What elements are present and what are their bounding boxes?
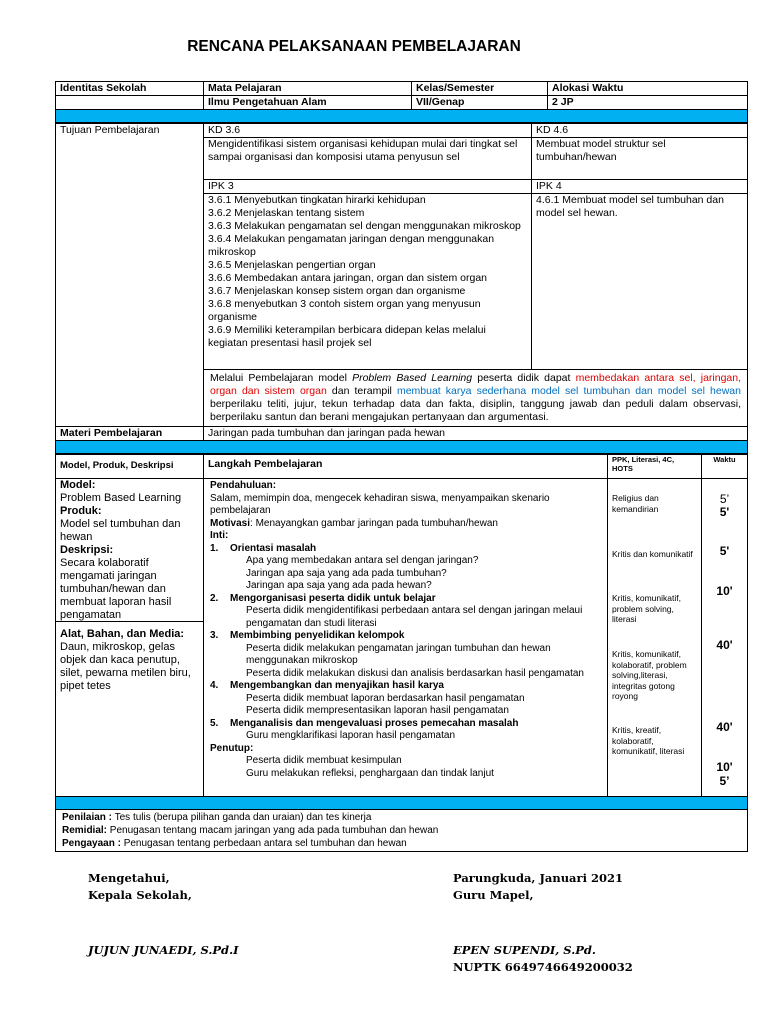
assessment-line: Penilaian : Tes tulis (berupa pilihan ganda dan uraian) dan tes kinerja [62,812,372,823]
principal-title: Kepala Sekolah, [88,888,192,902]
learning-objective-label: Tujuan Pembelajaran [56,124,204,427]
step-4: 4. Mengembangkan dan menyajikan hasil karya [210,680,444,691]
ipk-item: 3.6.7 Menjelaskan konsep sistem organ dan organisme [208,285,466,297]
kd46-text: Membuat model struktur sel tumbuhan/hewan [532,138,748,180]
class-semester-header: Kelas/Semester [412,82,548,96]
ppk-header: PPK, Literasi, 4C, HOTS [608,455,702,479]
ipk-item: 3.6.3 Melakukan pengamatan sel dengan menggunakan mikroskop [208,220,521,232]
identity-school-value [56,96,204,110]
ppk-cell [608,479,702,797]
list-item: Guru melakukan refleksi, penghargaan dan tindak lanjut [246,767,494,779]
steps-header-row [56,455,748,479]
ppk-item: Kritis, kreatif, kolaboratif, komunikatif, literasi [612,725,685,756]
ipk3-label: IPK 3 [204,180,532,194]
ipk-item: 3.6.8 menyebutkan 3 contoh sistem organ yang menyusun organisme [208,298,481,323]
signature-right [453,870,633,976]
teacher-title: Guru Mapel, [453,888,534,902]
identity-value-row [56,96,748,110]
kd36-label: KD 3.6 [204,124,532,138]
time-cell [702,479,748,797]
learning-steps-cell [204,479,608,797]
step-1: 1. Orientasi masalah [210,542,317,554]
core-heading: Inti: [210,530,229,541]
step-3: 3. Membimbing penyelidikan kelompok [210,630,405,641]
principal-name: JUJUN JUNAEDI, S.Pd.I [88,943,239,957]
time-value: 5’ [719,492,730,506]
list-item: Guru mengklarifikasi laporan hasil pengamatan [246,730,456,741]
remedial-line: Remidial: Penugasan tentang macam jaringan yang ada pada tumbuhan dan hewan [62,825,439,836]
motivation-text: : Menayangkan gambar jaringan pada tumbuhan/hewan [250,517,498,529]
subject-header: Mata Pelajaran [204,82,412,96]
page-title: RENCANA PELAKSANAAN PEMBELAJARAN [187,38,521,55]
tools-text: Daun, mikroskop, gelas objek dan kaca penutup, silet, pewarna metilen biru, pipet tetes [60,641,191,692]
ipk-item: 3.6.5 Menjelaskan pengertian organ [208,259,376,271]
identity-school-header: Identitas Sekolah [56,82,204,96]
kd46-label: KD 4.6 [532,124,748,138]
class-semester-value: VII/Genap [412,96,548,110]
rpp-table [55,81,747,852]
acknowledge-label: Mengetahui, [88,871,170,885]
teacher-nuptk: NUPTK 6649746649200032 [453,960,633,974]
time-header: Waktu [702,455,748,479]
time-value: 40' [716,720,733,734]
learning-objective-paragraph: Melalui Pembelajaran model Problem Based Learning peserta didik dapat membedakan antara sel, jaringan, organ dan sistem organ dan terampil membuat karya sederhana model sel tumbuhan dan model sel hewan berperilaku teliti, jujur, tekun terhadap data dan fakta, disiplin, tanggung jawab dan peduli dalam observasi, berperilaku santun dan berani mengajukan pertanyaan dan argumentasi. [204,370,748,427]
model-heading: Model: [60,479,96,491]
step-2: 2. Mengorganisasi peserta didik untuk belajar [210,592,436,604]
blue-divider [56,441,748,454]
assessment-cell [56,810,748,852]
teacher-name: EPEN SUPENDI, S.Pd. [453,943,596,957]
ipk-item: 3.6.6 Membedakan antara jaringan, organ dan sistem organ [208,272,488,284]
time-value: 5' [719,505,730,519]
model-product-cell [56,479,204,797]
list-item: Peserta didik melakukan pengamatan jaringan tumbuhan dan hewan menggunakan mikroskop [246,642,551,666]
intro-text: Salam, memimpin doa, mengecek kehadiran siswa, menyampaikan skenario pembelajaran [210,492,550,516]
time-value: 10' [716,760,733,774]
ppk-item: Kritis dan komunikatif [612,549,693,559]
material-label: Materi Pembelajaran [56,427,204,441]
tools-heading: Alat, Bahan, dan Media: [60,628,185,640]
closing-heading: Penutup: [210,742,254,754]
blue-divider [56,110,748,123]
kd36-text: Mengidentifikasi sistem organisasi kehidupan mulai dari tingkat sel sampai organisasi dan komposisi utama penyusun sel [204,138,532,180]
steps-header: Langkah Pembelajaran [204,455,608,479]
time-value: 5’ [719,774,730,788]
intro-heading: Pendahuluan: [210,480,277,491]
list-item: Peserta didik mengidentifikasi perbedaan antara sel dengan jaringan melaui pengamatan dan studi literasi [246,605,583,629]
product-text: Model sel tumbuhan dan hewan [60,518,181,543]
ppk-item: Kritis, komunikatif, problem solving, literasi [612,593,681,624]
signature-left [88,870,238,959]
place-date: Parungkuda, Januari 2021 [453,871,623,885]
list-item: Peserta didik membuat laporan berdasarkan hasil pengamatan [246,692,525,704]
ipk3-list [204,194,532,370]
time-value: 40' [716,638,733,652]
ppk-item: Kritis, komunikatif, kolaboratif, problem solving,literasi, integritas gotong royong [612,649,687,701]
model-header: Model, Produk, Deskripsi [56,455,204,479]
time-allocation-header: Alokasi Waktu [548,82,748,96]
blue-divider [56,797,748,810]
ppk-item: Religius dan kemandirian [612,493,659,514]
enrichment-line: Pengayaan : Penugasan tentang perbedaan antara sel tumbuhan dan hewan [62,838,407,849]
ipk4-label: IPK 4 [532,180,748,194]
ipk4-text: 4.6.1 Membuat model sel tumbuhan dan model sel hewan. [532,194,748,370]
list-item: Peserta didik mempresentasikan laporan hasil pengamatan [246,705,509,716]
time-value: 5' [719,544,730,558]
step-5: 5. Menganalisis dan mengevaluasi proses pemecahan masalah [210,717,519,729]
model-text: Problem Based Learning [60,492,182,504]
subject-value: Ilmu Pengetahuan Alam [204,96,412,110]
list-item: Jaringan apa saja yang ada pada hewan? [246,580,432,591]
product-heading: Produk: [60,505,102,517]
list-item: Peserta didik membuat kesimpulan [246,755,402,766]
motivation-heading: Motivasi [210,517,251,529]
material-text: Jaringan pada tumbuhan dan jaringan pada hewan [204,427,748,441]
time-value: 10' [716,584,733,598]
description-text: Secara kolaboratif mengamati jaringan tumbuhan/hewan dan membuat laporan hasil pengamatan [60,557,172,621]
list-item: Apa yang membedakan antara sel dengan jaringan? [246,555,479,566]
list-item: Peserta didik melakukan diskusi dan analisis berdasarkan hasil pengamatan [246,667,584,679]
identity-header-row [56,82,748,96]
list-item: Jaringan apa saja yang ada pada tumbuhan? [246,567,447,579]
ipk-item: 3.6.9 Memiliki keterampilan berbicara didepan kelas melalui kegiatan presentasi hasil projek sel [208,324,486,349]
ipk-item: 3.6.2 Menjelaskan tentang sistem [208,207,365,219]
ipk-item: 3.6.4 Melakukan pengamatan jaringan dengan menggunakan mikroskop [208,233,495,258]
description-heading: Deskripsi: [60,544,114,556]
ipk-item: 3.6.1 Menyebutkan tingkatan hirarki kehidupan [208,194,426,206]
time-allocation-value: 2 JP [548,96,748,110]
